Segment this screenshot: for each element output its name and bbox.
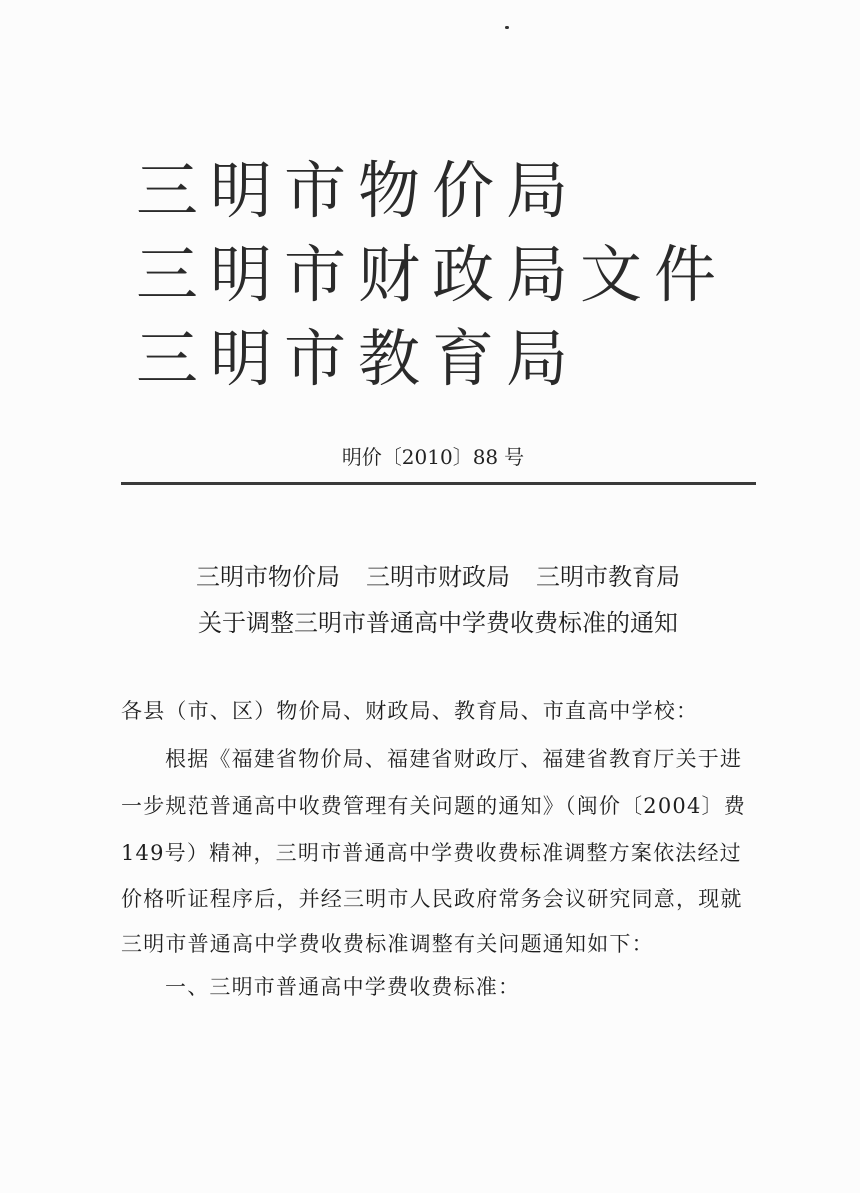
scan-speck [505,26,509,29]
title-issuer-1: 三明市物价局 [196,563,340,591]
body-line: 根据《福建省物价局、福建省财政厅、福建省教育厅关于进 [165,747,743,771]
title-subject: 关于调整三明市普通高中学费收费标准的通知 [198,609,678,637]
header-issuer-price-bureau: 三明市物价局 [136,154,581,227]
body-line: 价格听证程序后，并经三明市人民政府常务会议研究同意，现就 [121,887,743,911]
title-issuer-3: 三明市教育局 [536,563,680,591]
document-number-code: 明价〔2010〕88 [341,445,499,469]
body-line: 149号）精神，三明市普通高中学费收费标准调整方案依法经过 [121,841,742,865]
title-issuer-2: 三明市财政局 [366,563,510,591]
salutation: 各县（市、区）物价局、财政局、教育局、市直高中学校： [121,699,699,723]
section-heading-1: 一、三明市普通高中学费收费标准： [165,975,521,999]
body-line: 一步规范普通高中收费管理有关问题的通知》（闽价〔2004〕费 [121,794,746,818]
header-divider [121,482,756,485]
header-issuer-finance-bureau: 三明市财政局文件 [136,238,729,311]
document-number [0,441,860,470]
body-line: 三明市普通高中学费收费标准调整有关问题通知如下： [121,932,654,956]
document-number-suffix: 号 [504,445,525,469]
title-issuers [8,557,860,592]
header-issuer-education-bureau: 三明市教育局 [136,322,581,395]
